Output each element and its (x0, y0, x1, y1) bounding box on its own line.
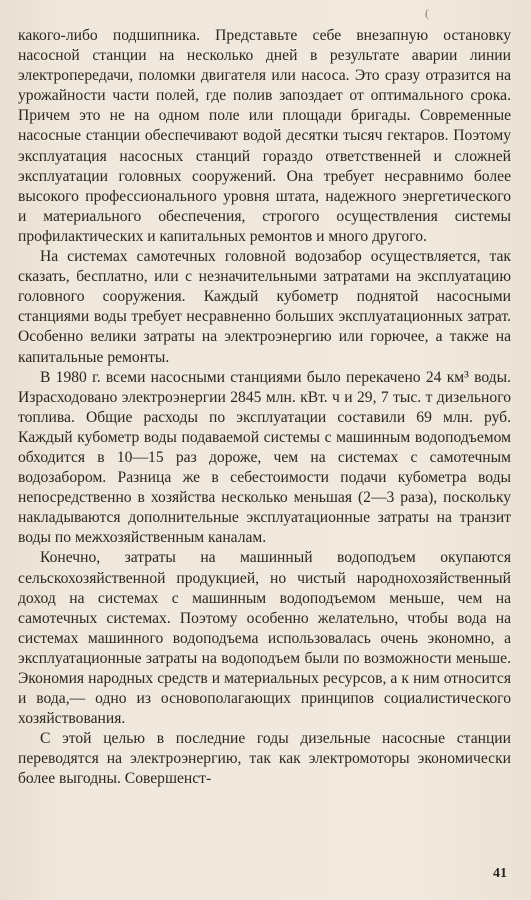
page-number: 41 (493, 866, 507, 881)
paragraph-3: В 1980 г. всеми насосными станциями было перекачено 24 км³ воды. Израсходовано электроэнергии 2845 млн. кВт. ч и 29, 7 тыс. т дизельного топлива. Общие расходы по эксплуатации составили 69 млн. руб. Каждый кубометр воды подаваемой системы с машинным водоподъемом обходится в 10—15 раз дороже, чем на системах с самотечным водозабором. Разница же в себестоимости подачи кубометра воды непосредственно в хозяйства несколько меньшая (2—3 раза), поскольку накладываются дополнительные эксплуатационные затраты на транзит воды по межхозяйственным каналам. (18, 368, 511, 547)
paragraph-4: Конечно, затраты на машинный водоподъем окупаются сельскохозяйственной продукцией, но чистый народнохозяйственный доход на системах с машинным водоподъемом меньше, чем на самотечных системах. Поэтому особенно желательно, чтобы вода на системах машинного водоподъема использовалась очень экономно, а эксплуатационные затраты на водоподъем были по возможности меньше. Экономия народных средств и материальных ресурсов, а к ним относится и вода,— одно из основополагающих принципов социалистического хозяйствования. (18, 549, 511, 728)
paragraph-2: На системах самотечных головной водозабор осуществляется, так сказать, бесплатно, или с незначительными затратами на эксплуатацию головного сооружения. Каждый кубометр поднятой насосными станциями воды требует несравненно больших эксплуатационных затрат. Особенно велики затраты на электроэнергию или горючее, а также на капитальные ремонты. (18, 248, 511, 366)
paragraph-5: С этой целью в последние годы дизельные насосные станции переводятся на электроэнергию, так как электромоторы экономически более выгодны. Совершенст- (18, 730, 511, 788)
paragraph-1: какого-либо подшипника. Представьте себе внезапную остановку насосной станции на несколько дней в результате аварии линии электропередачи, поломки двигателя или насоса. Это сразу отразится на урожайности части полей, где полив запоздает от оптимального срока. Причем это не на одном поле или площади бригады. Современные насосные станции обеспечивают водой десятки тысяч гектаров. Поэтому эксплуатация насосных станций гораздо ответственней и сложней эксплуатации головных сооружений. Она требует несравнимо более высокого профессионального уровня штата, надежного энергетического и материального обеспечения, строгого осуществления системы профилактических и капитальных ремонтов и много другого. (18, 27, 511, 245)
corner-mark: ( (425, 6, 429, 20)
body-text (18, 26, 511, 790)
